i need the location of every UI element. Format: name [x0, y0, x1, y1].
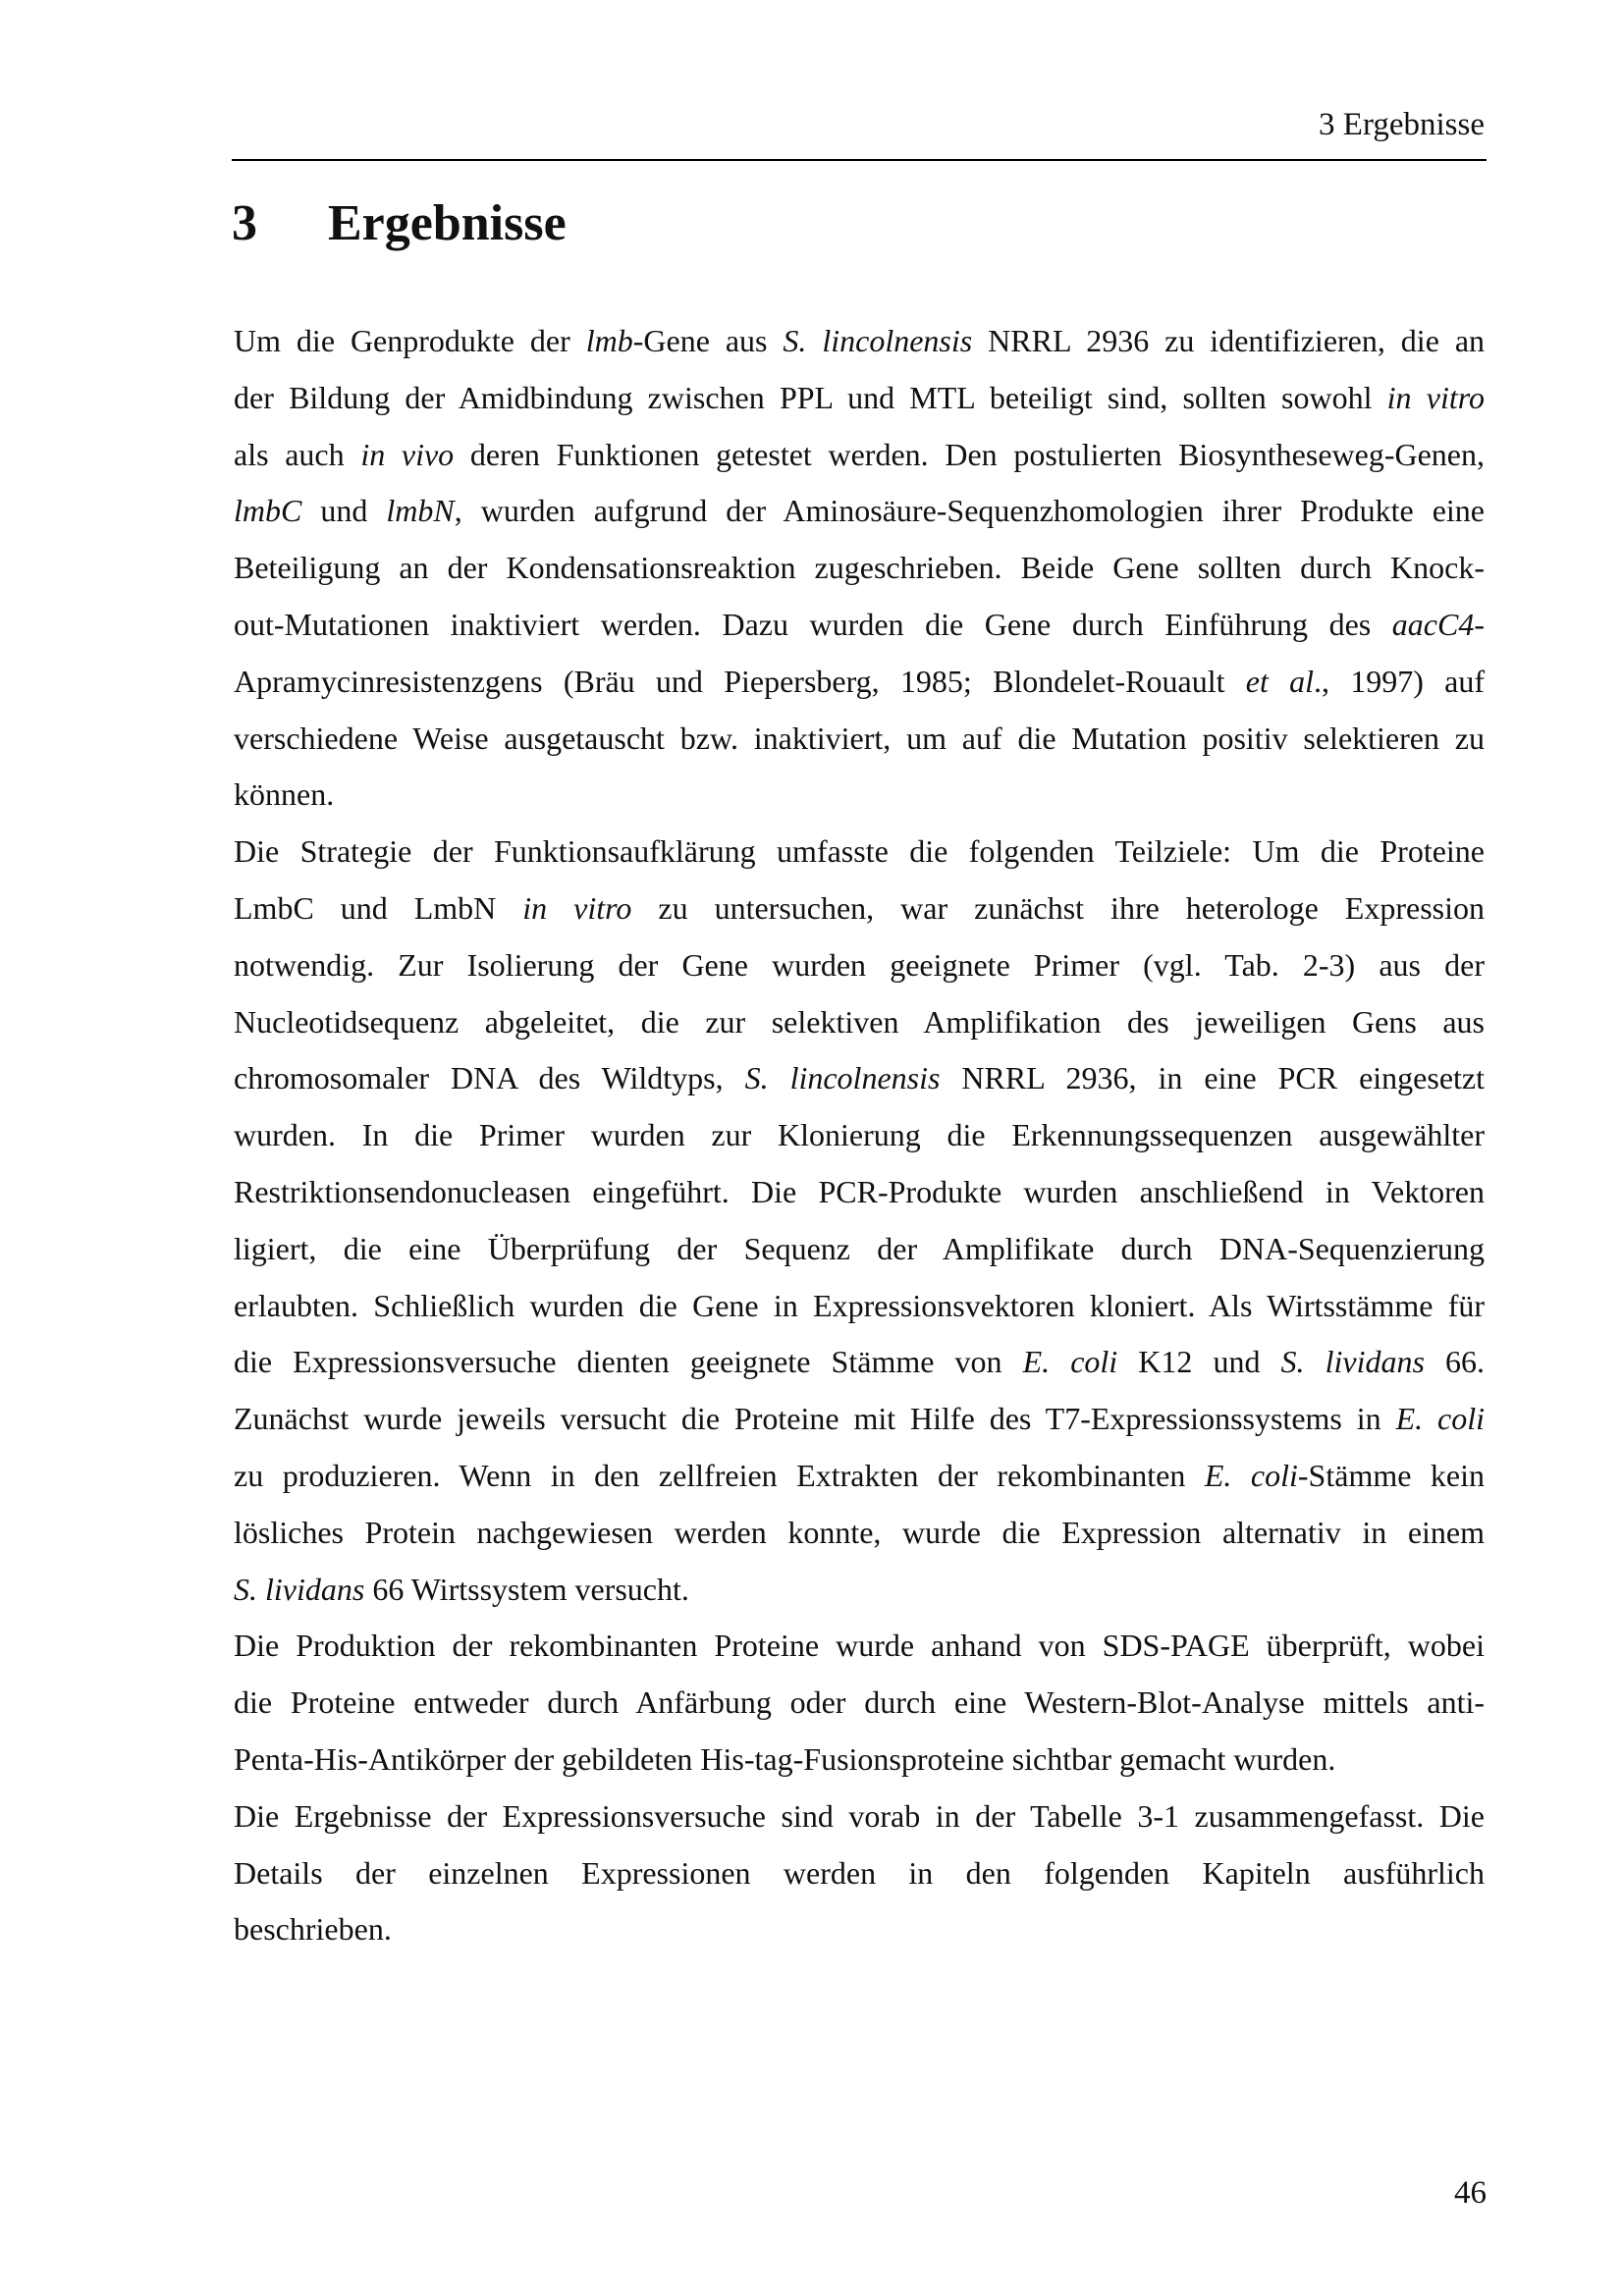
text-line — [234, 1618, 1485, 1675]
italic-term: S. lividans — [234, 1571, 365, 1607]
italic-term: S. lividans — [1280, 1344, 1425, 1380]
text-line — [234, 767, 1485, 824]
text-line — [234, 597, 1485, 654]
text-segment: die Proteine entweder durch Anfärbung oder durch eine Western-Blot-Analyse mittels anti- — [234, 1684, 1485, 1721]
text-segment: zu produzieren. Wenn in den zellfreien Extrakten der rekombinanten — [234, 1457, 1205, 1493]
text-line — [234, 994, 1485, 1051]
text-line — [234, 1562, 1485, 1619]
text-line — [234, 427, 1485, 484]
chapter-title: Ergebnisse — [328, 195, 567, 251]
text-segment: ligiert, die eine Überprüfung der Sequenz der Amplifikate durch DNA-Sequenzierung — [234, 1230, 1485, 1266]
text-segment: Details der einzelnen Expressionen werden in den folgenden Kapiteln ausführlich — [234, 1854, 1485, 1891]
text-segment: wurden. In die Primer wurden zur Klonierung die Erkennungssequenzen ausgewählter — [234, 1117, 1485, 1153]
text-line — [234, 654, 1485, 711]
italic-term: E. coli — [1022, 1344, 1118, 1380]
text-line — [234, 937, 1485, 994]
text-segment: , wurden aufgrund der Aminosäure-Sequenzhomologien ihrer Produkte eine — [454, 493, 1485, 529]
italic-term: S. lincolnensis — [744, 1060, 941, 1096]
text-segment: und — [301, 493, 387, 529]
text-segment: können. — [234, 776, 335, 813]
page-number: 46 — [1454, 2175, 1487, 2211]
text-line — [234, 1732, 1485, 1789]
text-segment: als auch — [234, 436, 361, 472]
text-segment: Nucleotidsequenz abgeleitet, die zur selektiven Amplifikation des jeweiligen Gens aus — [234, 1003, 1485, 1040]
text-segment: chromosomaler DNA des Wildtyps, — [234, 1060, 745, 1096]
text-line — [234, 1675, 1485, 1732]
italic-term: aacC4 — [1391, 606, 1475, 642]
text-line — [234, 881, 1485, 937]
text-line — [234, 1789, 1485, 1845]
chapter-number: 3 — [232, 195, 257, 251]
text-segment: K12 und — [1117, 1344, 1281, 1380]
text-segment: Zunächst wurde jeweils versucht die Proteine mit Hilfe des T7-Expressionssystems in — [234, 1401, 1396, 1437]
text-segment: Die Produktion der rekombinanten Proteine wurde anhand von SDS-PAGE überprüft, wobei — [234, 1628, 1485, 1664]
italic-term: in vivo — [360, 436, 455, 472]
text-line — [234, 313, 1485, 370]
text-segment: Die Strategie der Funktionsaufklärung umfasste die folgenden Teilziele: Um die Proteine — [234, 833, 1485, 870]
text-segment: ., 1997) auf — [1313, 663, 1486, 699]
body-text — [234, 313, 1485, 1958]
text-segment: out-Mutationen inaktiviert werden. Dazu wurden die Gene durch Einführung des — [234, 606, 1392, 642]
text-line — [234, 1901, 1485, 1958]
italic-term: in vitro — [522, 889, 632, 926]
text-segment: Die Ergebnisse der Expressionsversuche sind vorab in der Tabelle 3-1 zusammengefasst. Die — [234, 1797, 1485, 1834]
text-segment: deren Funktionen getestet werden. Den postulierten Biosyntheseweg-Genen, — [454, 436, 1486, 472]
text-line — [234, 1050, 1485, 1107]
text-line — [234, 1391, 1485, 1448]
text-segment: LmbC und LmbN — [234, 889, 523, 926]
text-line — [234, 824, 1485, 881]
running-header — [232, 106, 1487, 161]
text-line — [234, 1164, 1485, 1221]
text-segment: -Stämme kein — [1297, 1457, 1486, 1493]
text-segment: Penta-His-Antikörper der gebildeten His-tag-Fusionsproteine sichtbar gemacht wurden. — [234, 1740, 1336, 1777]
text-line — [234, 1845, 1485, 1902]
italic-term: et al — [1245, 663, 1314, 699]
italic-term: E. coli — [1204, 1457, 1298, 1493]
italic-term: lmbN — [386, 493, 455, 529]
italic-term: in vitro — [1386, 379, 1485, 415]
text-segment: zu untersuchen, war zunächst ihre heterologe Expression — [631, 889, 1486, 926]
text-segment: die Expressionsversuche dienten geeignete Stämme von — [234, 1344, 1023, 1380]
text-segment: erlaubten. Schließlich wurden die Gene in Expressionsvektoren kloniert. Als Wirtsstämme für — [234, 1287, 1485, 1323]
text-line — [234, 1448, 1485, 1505]
italic-term: S. lincolnensis — [783, 323, 973, 358]
text-segment: beschrieben. — [234, 1911, 392, 1948]
text-line — [234, 1221, 1485, 1278]
text-line — [234, 1334, 1485, 1391]
text-line — [234, 1505, 1485, 1562]
text-segment: Beteiligung an der Kondensationsreaktion zugeschrieben. Beide Gene sollten durch Knock- — [234, 550, 1485, 586]
text-segment: NRRL 2936, in eine PCR eingesetzt — [940, 1060, 1486, 1096]
text-line — [234, 483, 1485, 540]
text-segment: Restriktionsendonucleasen eingeführt. Die PCR-Produkte wurden anschließend in Vektoren — [234, 1173, 1485, 1209]
text-line — [234, 370, 1485, 427]
text-segment: NRRL 2936 zu identifizieren, die an — [972, 323, 1486, 358]
text-segment: Apramycinresistenzgens (Bräu und Piepersberg, 1985; Blondelet-Rouault — [234, 663, 1246, 699]
text-segment: verschiedene Weise ausgetauscht bzw. inaktiviert, um auf die Mutation positiv selektieren zu — [234, 720, 1485, 756]
italic-term: lmb — [585, 323, 633, 358]
text-line — [234, 540, 1485, 597]
text-segment: lösliches Protein nachgewiesen werden konnte, wurde die Expression alternativ in einem — [234, 1514, 1485, 1550]
text-segment: 66. — [1424, 1344, 1486, 1380]
text-segment: -Gene aus — [632, 323, 784, 358]
italic-term: lmbC — [234, 493, 302, 529]
text-segment: Um die Genprodukte der — [234, 323, 586, 358]
italic-term: E. coli — [1395, 1401, 1486, 1437]
text-segment: der Bildung der Amidbindung zwischen PPL und MTL beteiligt sind, sollten sowohl — [234, 379, 1387, 415]
text-line — [234, 711, 1485, 768]
text-segment: - — [1474, 606, 1485, 642]
text-line — [234, 1107, 1485, 1164]
text-segment: notwendig. Zur Isolierung der Gene wurden geeignete Primer (vgl. Tab. 2-3) aus der — [234, 946, 1485, 983]
running-header-title: 3 Ergebnisse — [1319, 107, 1485, 142]
chapter-heading — [232, 189, 567, 258]
text-segment: 66 Wirtssystem versucht. — [364, 1571, 689, 1607]
text-line — [234, 1278, 1485, 1335]
